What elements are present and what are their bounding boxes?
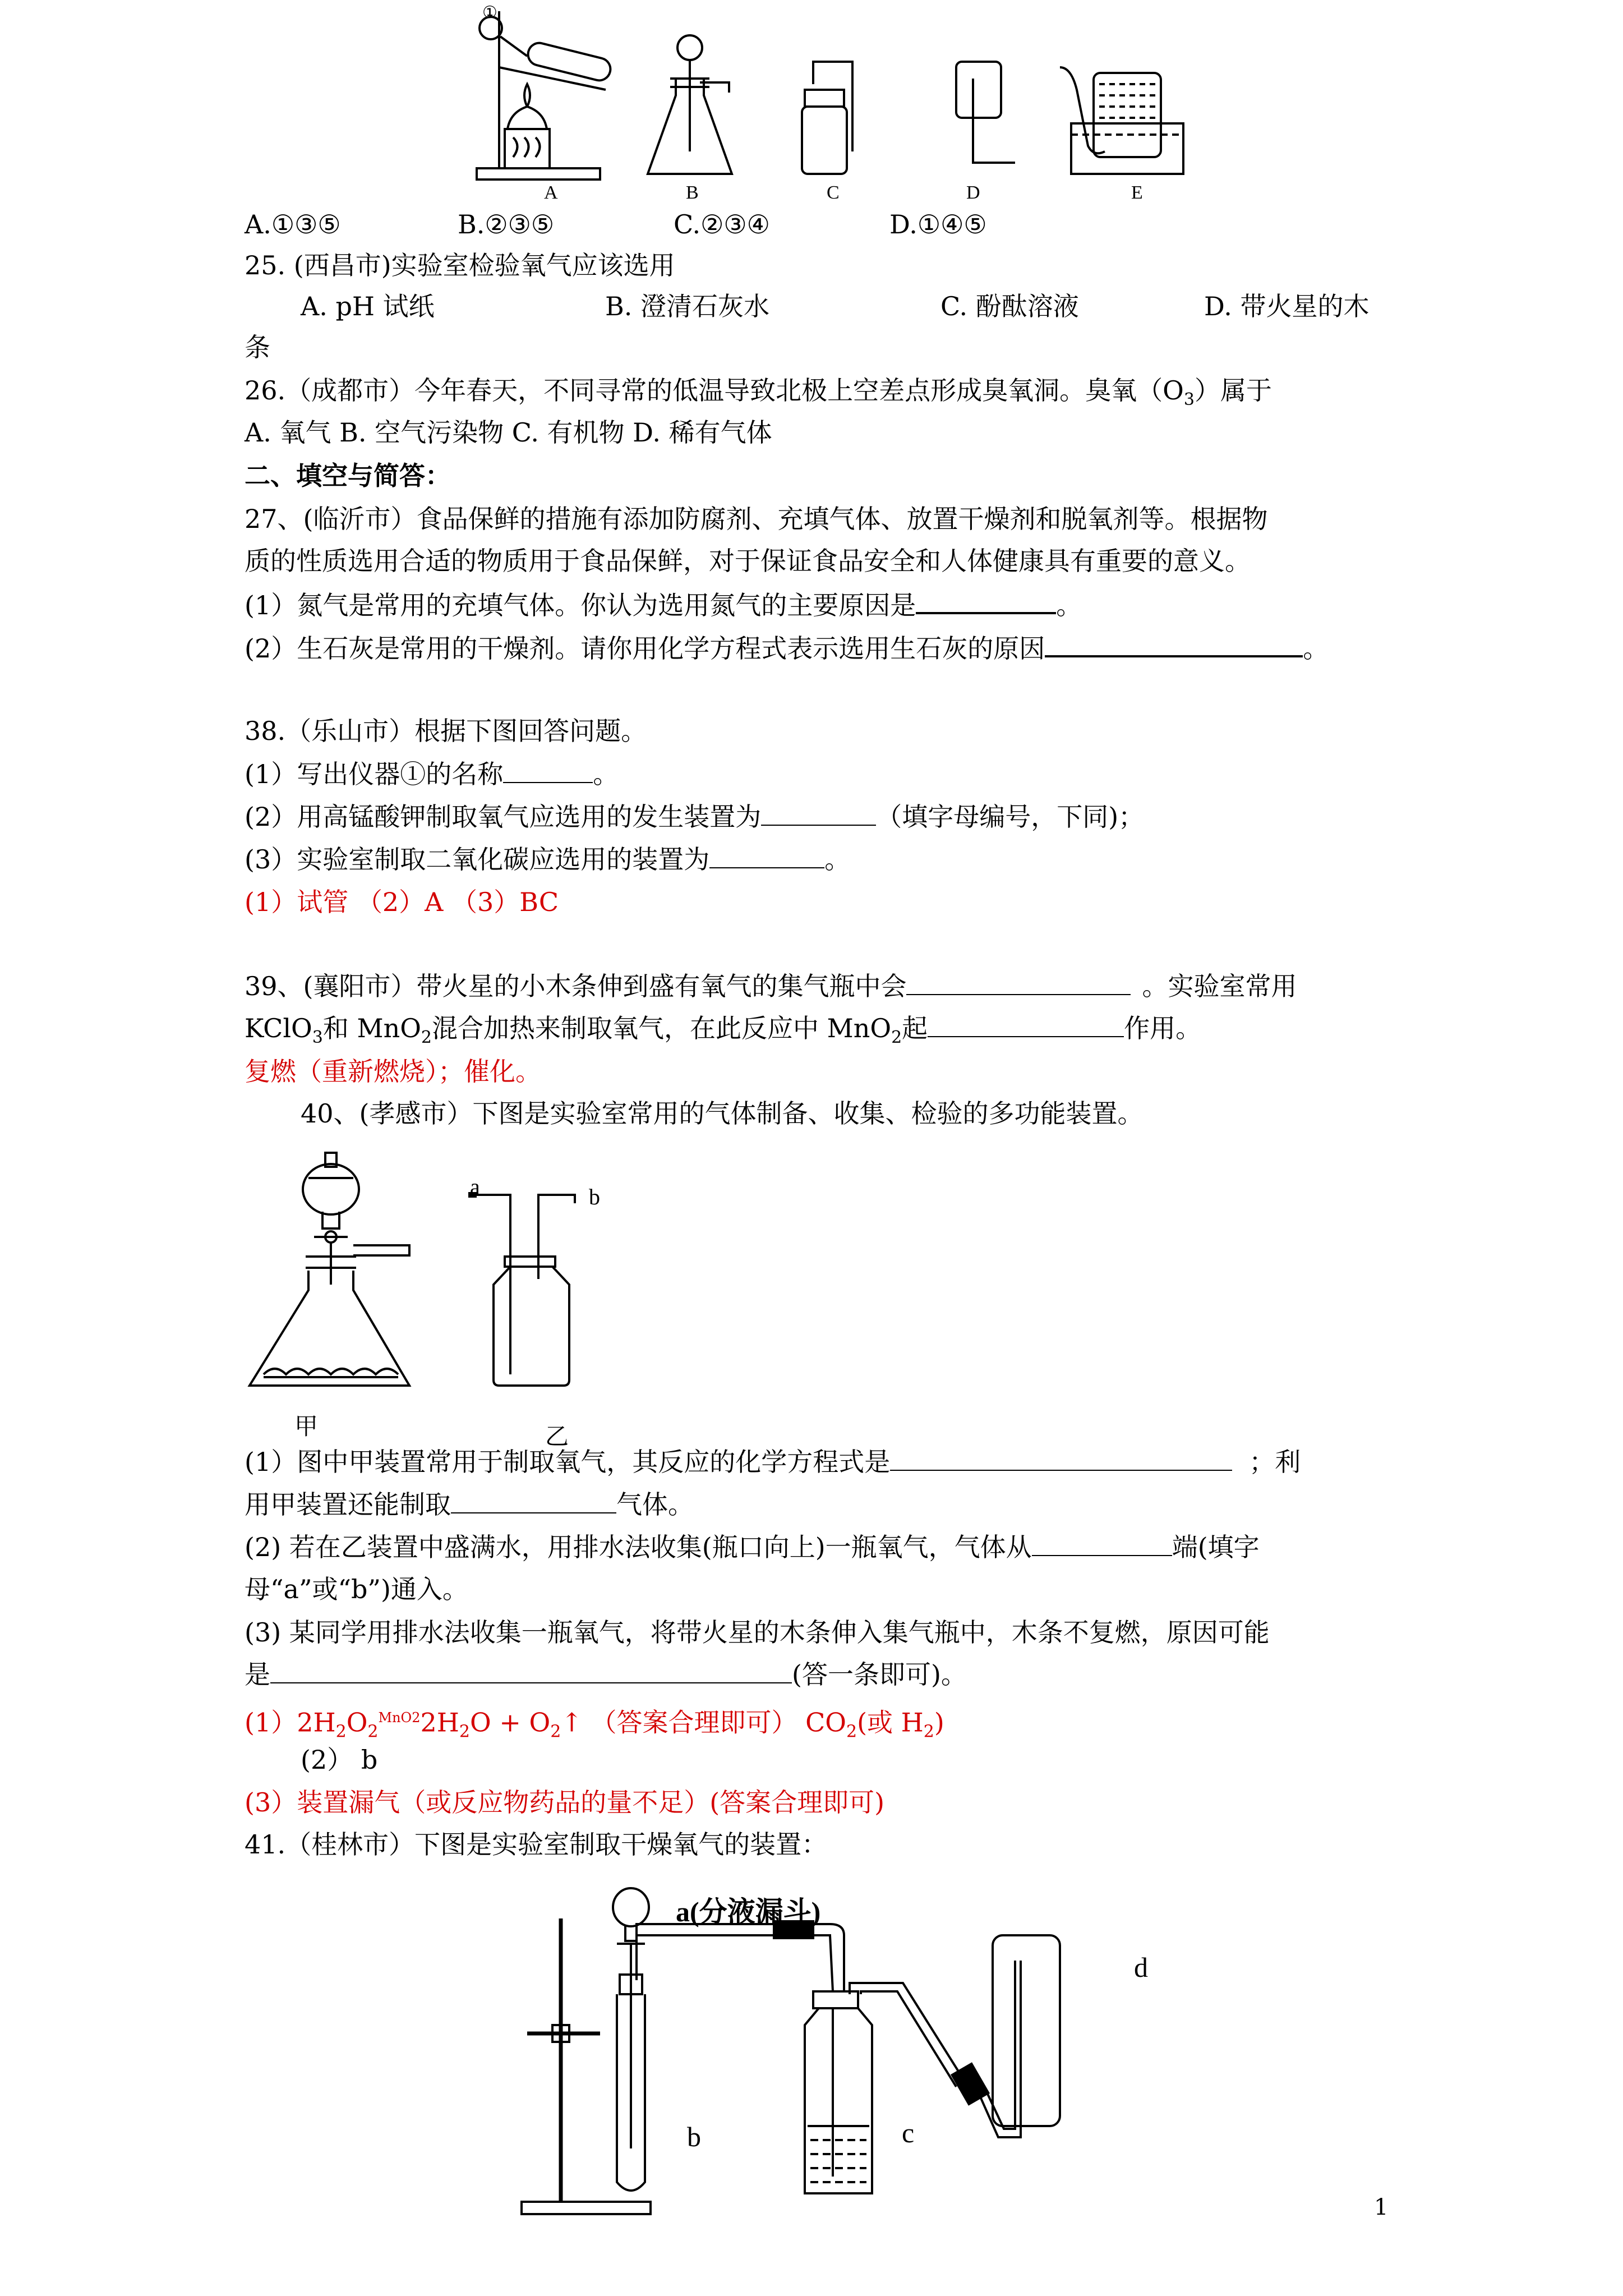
q39-line-1: 39、(襄阳市）带火星的小木条伸到盛有氧气的集气瓶中会 。实验室常用 (245, 969, 1297, 1003)
bottle-c-label: c (902, 2117, 915, 2148)
port-a-label: a (470, 1174, 480, 1199)
apparatus-label-d: D (966, 182, 980, 203)
answer-blank[interactable] (906, 969, 1131, 995)
answer-blank[interactable] (890, 1445, 1232, 1471)
q40-part-3b: 是 (答一条即可)。 (245, 1658, 967, 1691)
q39-answer: 复燃（重新燃烧）；催化。 (245, 1056, 541, 1087)
q27-line-2: 质的性质选用合适的物质用于食品保鲜，对于保证食品安全和人体健康具有重要的意义。 (245, 546, 1251, 576)
apparatus-drawing (465, 6, 1195, 202)
apparatus-label-a: A (544, 182, 558, 203)
apparatus-label-b: B (686, 182, 699, 203)
q25-stem: 25. (西昌市)实验室检验氧气应该选用 (245, 250, 675, 280)
q40-part-2: (2) 若在乙装置中盛满水，用排水法收集(瓶口向上)一瓶氧气，气体从 端(填字 (245, 1530, 1260, 1564)
answer-blank[interactable] (270, 1658, 792, 1683)
answer-blank[interactable] (928, 1011, 1124, 1037)
apparatus-label-c: C (827, 182, 840, 203)
q40-part-1b: 用甲装置还能制取 气体。 (245, 1488, 694, 1521)
answer-blank[interactable] (1032, 1530, 1172, 1556)
answer-blank[interactable] (709, 843, 824, 868)
q25-option-c: C. 酚酞溶液 (940, 291, 1079, 321)
answer-blank[interactable] (451, 1488, 616, 1513)
q25-option-d: D. 带火星的木 (1204, 291, 1370, 321)
q25-option-b: B. 澄清石灰水 (605, 291, 770, 321)
answer-blank[interactable] (916, 587, 1056, 614)
q38-answer: (1）试管 （2）A （3）BC (245, 887, 559, 917)
page-number: 1 (1374, 2194, 1389, 2220)
gas-apparatus-figure-2 (241, 1150, 645, 1414)
q38-stem: 38.（乐山市）根据下图回答问题。 (245, 716, 647, 746)
apparatus-marker-1: ① (482, 3, 497, 22)
gas-apparatus-drawing (241, 1150, 645, 1414)
q27-line-1: 27、(临沂市）食品保鲜的措施有添加防腐剂、充填气体、放置干燥剂和脱氧剂等。根据物 (245, 504, 1268, 534)
q26-options: A. 氧气 B. 空气污染物 C. 有机物 D. 稀有气体 (245, 417, 772, 448)
q24-option-b: B.②③⑤ (458, 209, 555, 240)
apparatus-figure-1 (465, 6, 1195, 202)
tube-b-label: b (687, 2121, 701, 2152)
dry-oxygen-apparatus-figure (516, 1874, 1161, 2221)
q25-option-a: A. pH 试纸 (301, 291, 435, 321)
q27-part-2: (2）生石灰是常用的干燥剂。请你用化学方程式表示选用生石灰的原因 。 (245, 631, 1329, 665)
answer-blank[interactable] (761, 800, 876, 826)
q24-option-c: C.②③④ (674, 209, 770, 240)
q27-part-1: (1）氮气是常用的充填气体。你认为选用氮气的主要原因是 。 (245, 587, 1082, 622)
answer-blank[interactable] (1045, 631, 1303, 657)
q25-options (301, 289, 1370, 323)
answer-blank[interactable] (503, 757, 593, 783)
q40-answer-3: (3）装置漏气（或反应物药品的量不足）(答案合理即可) (245, 1787, 885, 1818)
q24-option-d: D.①④⑤ (889, 209, 987, 240)
q24-option-a: A.①③⑤ (245, 209, 341, 240)
q41-stem: 41.（桂林市）下图是实验室制取干燥氧气的装置： (245, 1829, 828, 1860)
port-b-label: b (589, 1184, 600, 1209)
q40-part-3: (3) 某同学用排水法收集一瓶氧气，将带火星的木条伸入集气瓶中，木条不复燃，原因可能 (245, 1617, 1270, 1648)
caption-yi: 乙 (545, 1424, 569, 1450)
q39-line-2: KClO$_3$和 MnO$_2$混合加热来制取氧气，在此反应中 MnO$_2$起 作用。 (245, 1011, 1201, 1055)
dry-oxygen-apparatus-drawing (516, 1874, 1161, 2221)
q40-part-1: (1）图中甲装置常用于制取氧气，其反应的化学方程式是 ；利 (245, 1445, 1301, 1479)
q40-answer-1: $(1)2H_2O_2^{MnO2}2H_2O$ + $O_2↑$ （答案合理即可） $CO_2$(或 $H_2$) (245, 1707, 944, 1742)
q40-answer-2: (2） b (301, 1745, 378, 1775)
funnel-a-label: a(分液漏斗) (676, 1896, 821, 1927)
q26-stem: 26.（成都市）今年春天，不同寻常的低温导致北极上空差点形成臭氧洞。臭氧$(O_3)$属于 (245, 375, 1272, 410)
q38-part-1: (1）写出仪器①的名称 。 (245, 757, 619, 791)
section-heading: 二、填空与简答： (245, 461, 451, 491)
q38-part-3: (3）实验室制取二氧化碳应选用的装置为 。 (245, 843, 850, 876)
apparatus-label-e: E (1131, 182, 1143, 203)
jar-d-label: d (1134, 1952, 1148, 1983)
q40-part-2b: 母“a”或“b”)通入。 (245, 1574, 468, 1604)
caption-jia: 甲 (294, 1414, 319, 1440)
q40-stem: 40、(孝感市）下图是实验室常用的气体制备、收集、检验的多功能装置。 (301, 1098, 1144, 1129)
q25-continuation: 条 (245, 332, 270, 362)
q38-part-2: (2）用高锰酸钾制取氧气应选用的发生装置为 （填字母编号，下同)； (245, 800, 1144, 834)
q24-options (245, 208, 987, 241)
